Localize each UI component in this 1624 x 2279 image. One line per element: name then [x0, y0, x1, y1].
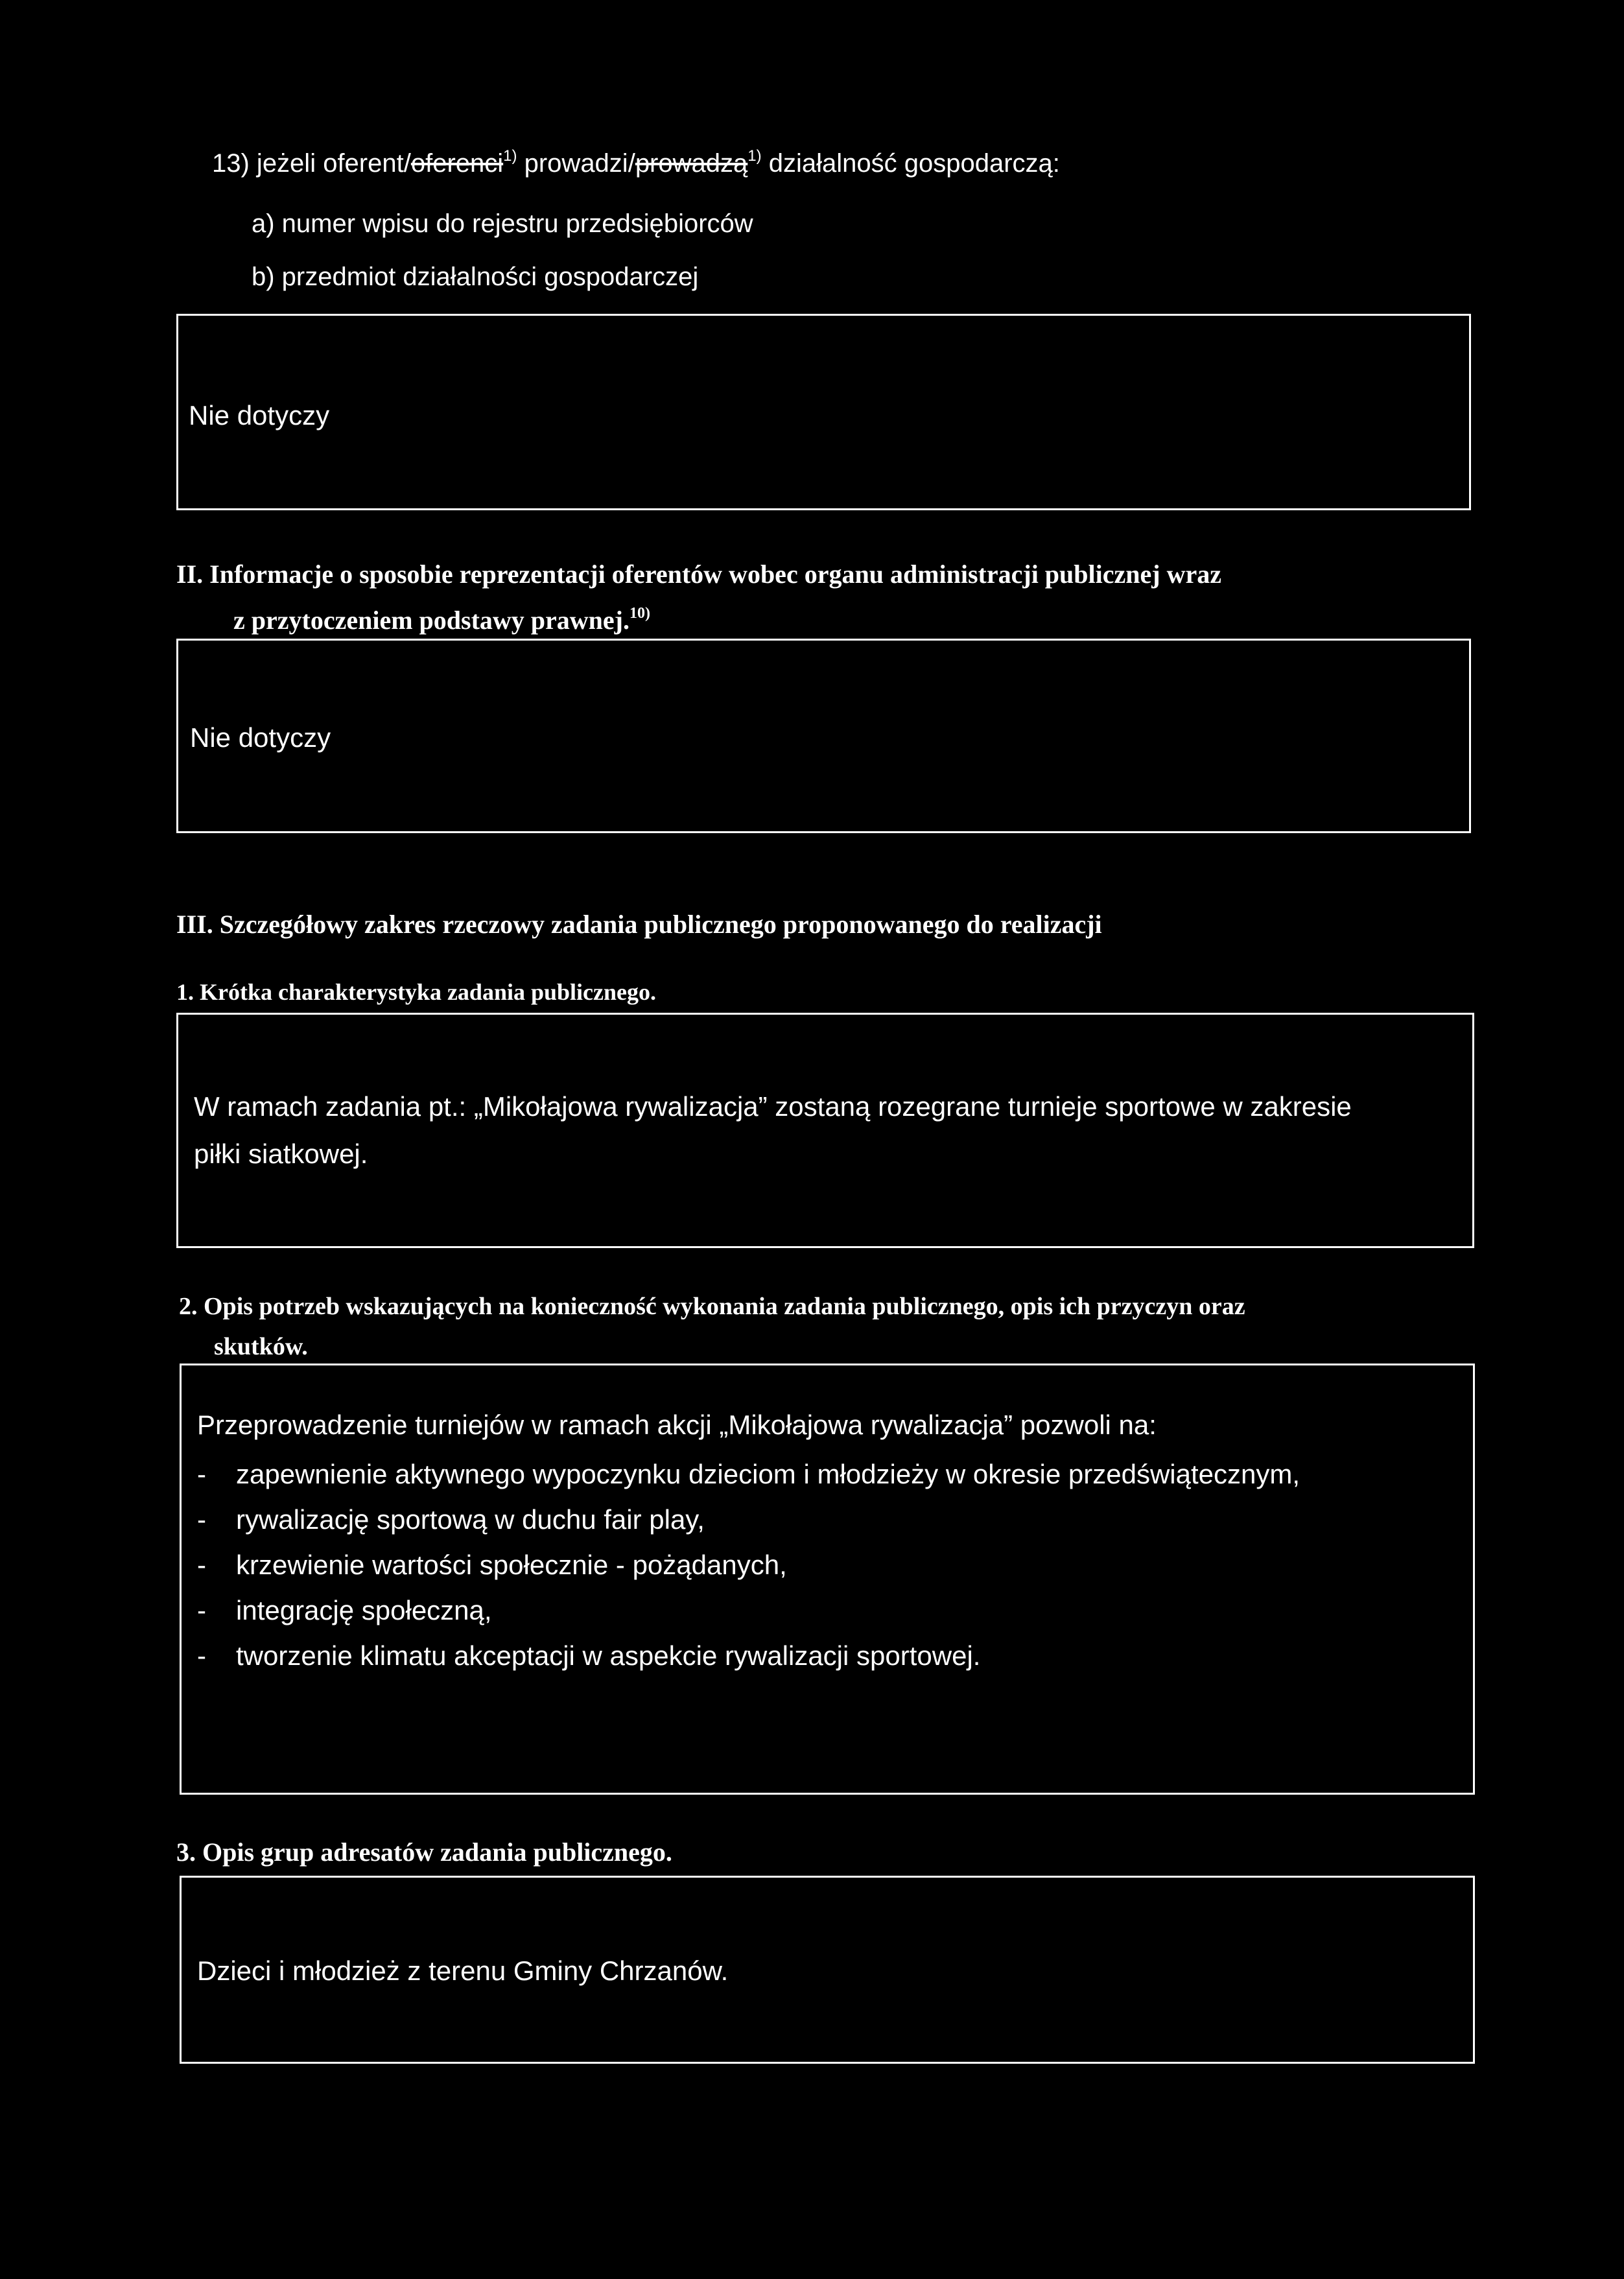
footnote-ref-1b: 1) — [747, 147, 762, 165]
section3-a1-box — [176, 1013, 1474, 1248]
item13-struck-prowadza: prowadzą — [635, 149, 748, 178]
footnote-ref-10: 10) — [630, 605, 650, 622]
section3-a1-line2: piłki siatkowej. — [194, 1139, 368, 1169]
list-item: - rywalizację sportową w duchu fair play, — [197, 1504, 705, 1535]
list-item: - tworzenie klimatu akceptacji w aspekcie rywalizacji sportowej. — [197, 1640, 981, 1671]
item13-a: a) numer wpisu do rejestru przedsiębiorców — [252, 209, 753, 238]
section3-a2-box — [180, 1364, 1475, 1795]
item13-suffix: działalność gospodarczą: — [761, 149, 1060, 178]
list-item: - krzewienie wartości społecznie - pożądanych, — [197, 1550, 787, 1580]
item13-mid: prowadzi/ — [517, 149, 635, 178]
section3-q3: 3. Opis grup adresatów zadania publicznego. — [176, 1837, 672, 1867]
section3-q2-line1: 2. Opis potrzeb wskazujących na konieczność wykonania zadania publicznego, opis ich przyczyn oraz — [179, 1293, 1245, 1320]
item13-answer: Nie dotyczy — [189, 400, 330, 431]
section3-a3-box — [180, 1876, 1475, 2064]
section3-a3: Dzieci i młodzież z terenu Gminy Chrzanów. — [197, 1955, 729, 1986]
section3-a1-line1: W ramach zadania pt.: „Mikołajowa rywalizacja” zostaną rozegrane turnieje sportowe w zakresie — [194, 1091, 1352, 1122]
item13-b: b) przedmiot działalności gospodarczej — [252, 263, 699, 291]
item13-prefix: 13) jeżeli oferent/ — [212, 149, 411, 178]
item13-answer-box — [176, 314, 1471, 510]
section3-q1: 1. Krótka charakterystyka zadania publicznego. — [176, 979, 657, 1005]
section2-answer-box — [176, 639, 1471, 833]
section3-q2-line2: skutków. — [214, 1333, 308, 1360]
section3-a2-intro: Przeprowadzenie turniejów w ramach akcji „Mikołajowa rywalizacja” pozwoli na: — [197, 1410, 1157, 1440]
section2-heading-line2 — [233, 605, 650, 635]
list-item: - zapewnienie aktywnego wypoczynku dzieciom i młodzieży w okresie przedświątecznym, — [197, 1459, 1300, 1489]
footnote-ref-1: 1) — [503, 147, 517, 165]
section3-heading: III. Szczegółowy zakres rzeczowy zadania publicznego proponowanego do realizacji — [176, 910, 1102, 939]
section2-heading-line2-text: z przytoczeniem podstawy prawnej. — [233, 606, 630, 635]
section2-answer: Nie dotyczy — [190, 722, 331, 753]
item13-struck-oferenci: oferenci — [410, 149, 504, 178]
item13-line — [212, 149, 1060, 178]
section2-heading-line1: II. Informacje o sposobie reprezentacji oferentów wobec organu administracji publicznej wraz — [176, 560, 1221, 589]
list-item: - integrację społeczną, — [197, 1595, 492, 1625]
